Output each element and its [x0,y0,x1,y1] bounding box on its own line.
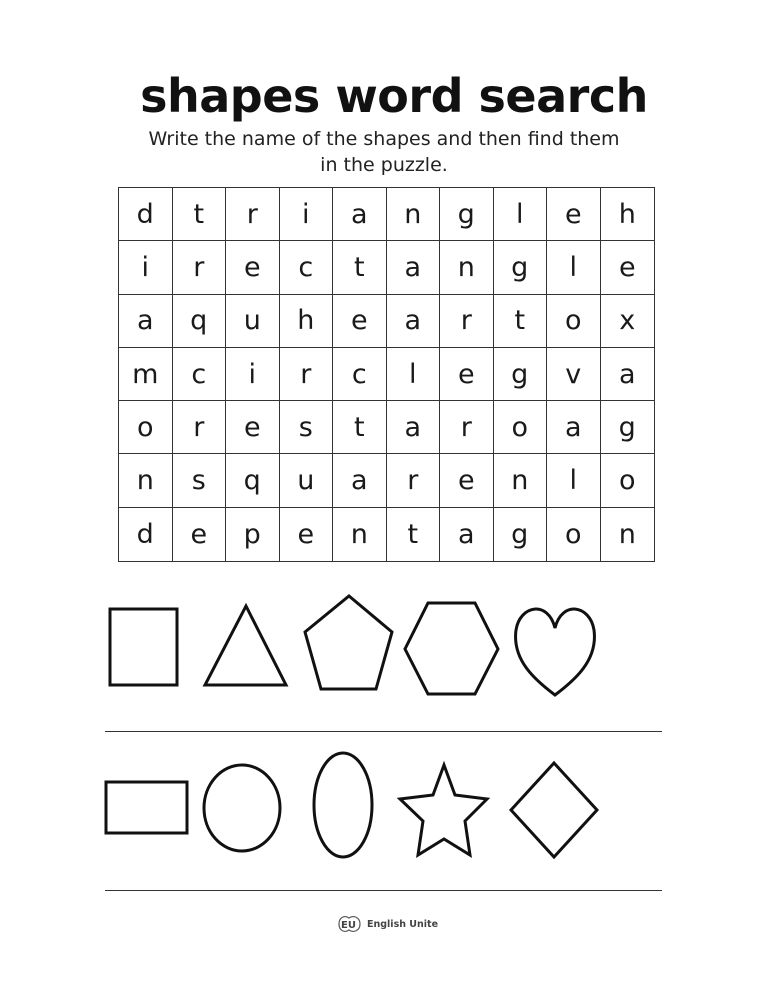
grid-cell[interactable]: o [119,401,173,454]
grid-cell[interactable]: a [601,348,655,401]
grid-cell[interactable]: l [494,188,548,241]
grid-cell[interactable]: n [387,188,441,241]
grid-cell[interactable]: a [119,295,173,348]
star-icon [400,765,487,855]
grid-cell[interactable]: g [494,241,548,294]
grid-cell[interactable]: e [440,348,494,401]
grid-cell[interactable]: g [494,508,548,561]
answer-line-2[interactable] [105,890,662,891]
grid-cell[interactable]: q [173,295,227,348]
grid-cell[interactable]: g [494,348,548,401]
grid-cell[interactable]: p [226,508,280,561]
worksheet-title: shapes word search [140,69,648,123]
grid-cell[interactable]: c [173,348,227,401]
grid-cell[interactable]: t [333,401,387,454]
grid-cell[interactable]: i [119,241,173,294]
grid-cell[interactable]: t [333,241,387,294]
grid-cell[interactable]: e [601,241,655,294]
grid-cell[interactable]: d [119,188,173,241]
answer-line-1[interactable] [105,731,662,732]
grid-cell[interactable]: l [387,348,441,401]
grid-cell[interactable]: o [547,508,601,561]
grid-cell[interactable]: s [173,454,227,507]
grid-cell[interactable]: l [547,241,601,294]
svg-text:EU: EU [341,920,356,931]
grid-cell[interactable]: a [387,295,441,348]
grid-cell[interactable]: h [280,295,334,348]
grid-cell[interactable]: o [547,295,601,348]
grid-cell[interactable]: v [547,348,601,401]
grid-cell[interactable]: e [547,188,601,241]
grid-cell[interactable]: e [333,295,387,348]
grid-cell[interactable]: r [173,401,227,454]
grid-cell[interactable]: a [440,508,494,561]
grid-cell[interactable]: t [173,188,227,241]
grid-cell[interactable]: s [280,401,334,454]
grid-cell[interactable]: e [173,508,227,561]
grid-cell[interactable]: g [601,401,655,454]
instructions-line-1: Write the name of the shapes and then find them [148,128,620,150]
grid-cell[interactable]: a [387,241,441,294]
grid-cell[interactable]: r [226,188,280,241]
grid-cell[interactable]: i [280,188,334,241]
oval-icon [314,753,372,857]
grid-cell[interactable]: o [494,401,548,454]
grid-cell[interactable]: a [333,188,387,241]
circle-icon [204,765,280,851]
grid-cell[interactable]: q [226,454,280,507]
grid-cell[interactable]: a [547,401,601,454]
grid-cell[interactable]: u [226,295,280,348]
grid-cell[interactable]: a [387,401,441,454]
english-unite-logo-icon [336,913,364,935]
grid-cell[interactable]: e [280,508,334,561]
triangle-icon [205,606,286,685]
grid-cell[interactable]: d [119,508,173,561]
brand-name: English Unite [367,918,439,930]
footer-logo [336,913,438,935]
pentagon-icon [305,596,392,689]
grid-cell[interactable]: n [119,454,173,507]
grid-cell[interactable]: e [440,454,494,507]
grid-cell[interactable]: r [280,348,334,401]
rectangle-icon [106,782,187,833]
grid-cell[interactable]: n [440,241,494,294]
grid-cell[interactable]: e [226,241,280,294]
grid-cell[interactable]: r [387,454,441,507]
diamond-icon [511,763,597,857]
grid-cell[interactable]: i [226,348,280,401]
instructions-line-2: in the puzzle. [320,154,448,176]
grid-cell[interactable]: a [333,454,387,507]
grid-cell[interactable]: r [173,241,227,294]
grid-cell[interactable]: n [618,518,636,550]
hexagon-icon [405,603,498,694]
grid-cell[interactable]: e [226,401,280,454]
heart-icon [516,609,595,695]
square-icon [110,609,177,685]
grid-cell[interactable]: x [601,295,655,348]
grid-cell[interactable]: r [440,295,494,348]
grid-cell[interactable]: t [387,508,441,561]
grid-cell[interactable]: o [601,454,655,507]
grid-cell[interactable]: u [280,454,334,507]
grid-cell[interactable]: c [280,241,334,294]
grid-cell[interactable]: c [333,348,387,401]
grid-cell[interactable]: h [601,188,655,241]
grid-cell[interactable]: l [547,454,601,507]
grid-cell[interactable]: r [440,401,494,454]
grid-cell[interactable]: n [333,508,387,561]
grid-cell[interactable]: n [494,454,548,507]
grid-cell[interactable]: t [494,295,548,348]
grid-cell[interactable]: m [119,348,173,401]
grid-cell[interactable]: g [440,188,494,241]
